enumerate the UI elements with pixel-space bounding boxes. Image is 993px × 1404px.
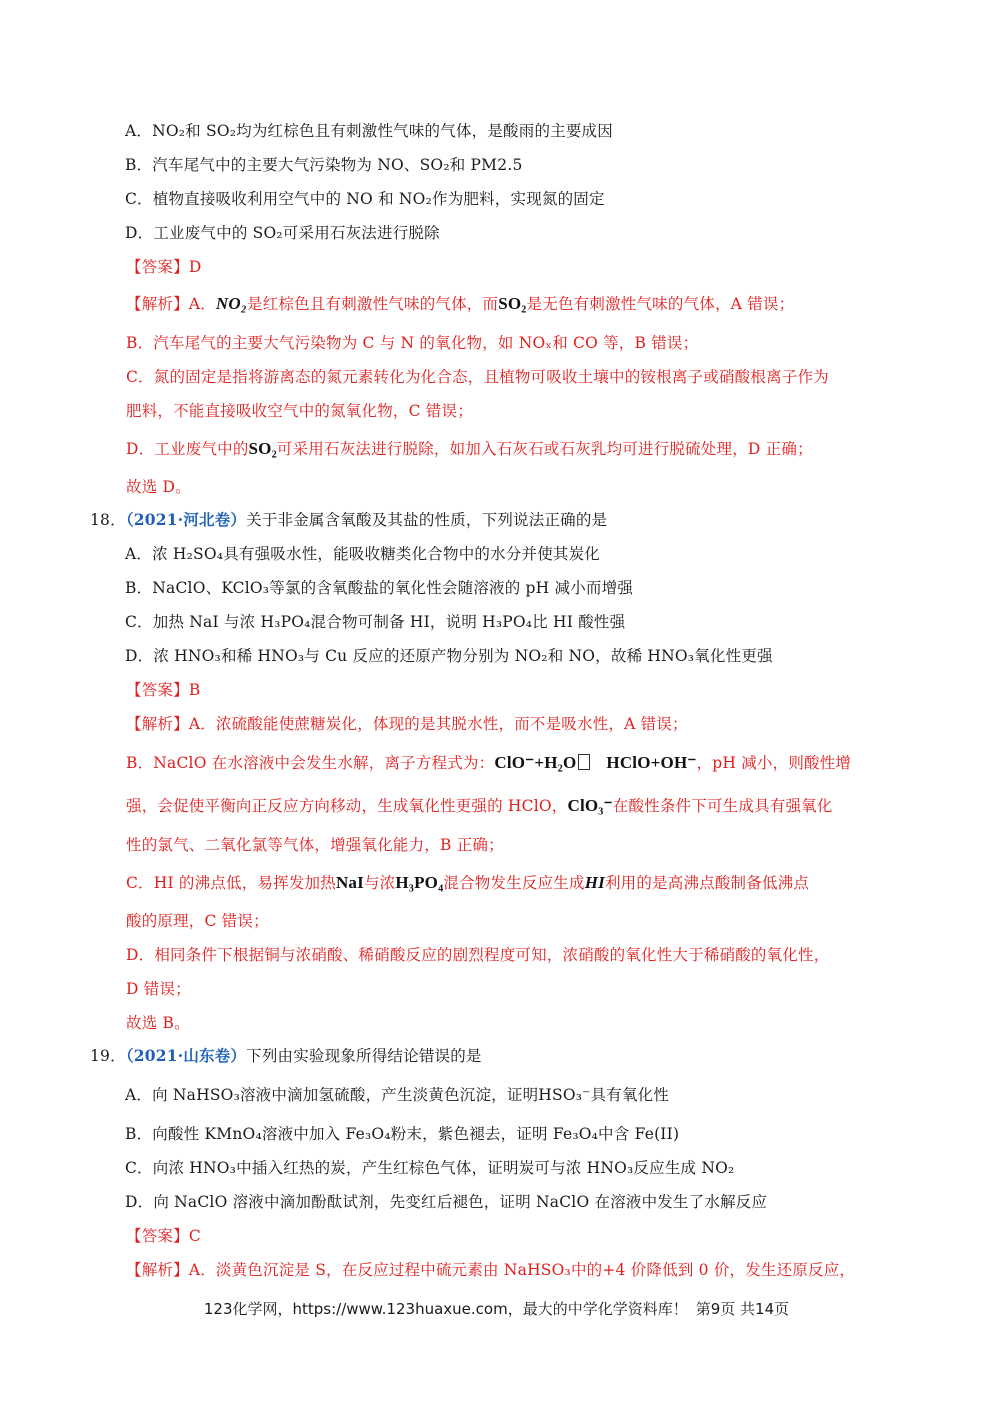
q19-stem xyxy=(90,1045,482,1067)
analysis-text: D．工业废气中的 xyxy=(126,440,249,458)
q19-option-a xyxy=(125,1084,669,1106)
answer-value: D xyxy=(188,258,202,276)
formula: NO₂ xyxy=(215,294,247,313)
analysis-text: A．淡黄色沉淀是 S，在反应过程中硫元素由 NaHSO₃中的+4 价降低到 0 价，发生还原反应， xyxy=(188,1261,856,1279)
q18-analysis-line-8: D 错误； xyxy=(126,980,191,998)
q18-option-c: C．加热 NaI 与浓 H₃PO₄混合物可制备 HI，说明 H₃PO₄比 HI 酸性强 xyxy=(125,613,626,631)
formula: ClO⁻+H₂O xyxy=(494,753,577,772)
answer-label: 【答案】 xyxy=(126,1227,189,1245)
q18-analysis-line-3 xyxy=(126,795,833,817)
formula: H₃PO₄ xyxy=(395,873,444,892)
analysis-text: A． xyxy=(188,295,216,313)
footer-page-number: 第9页 共14页 xyxy=(695,1300,790,1318)
footer-site: 123化学网，https://www.123huaxue.com，最大的中学化学资料库！ xyxy=(203,1300,688,1318)
formula: ClO₃⁻ xyxy=(567,796,613,815)
analysis-text: A．浓硫酸能使蔗糖炭化，体现的是其脱水性，而不是吸水性，A 错误； xyxy=(188,715,688,733)
analysis-text: 混合物发生反应生成 xyxy=(443,874,585,892)
formula: HI xyxy=(584,873,605,892)
q18-analysis-line-5 xyxy=(126,872,809,894)
formula: NaI xyxy=(335,873,364,892)
q17-analysis-line-4: 肥料，不能直接吸收空气中的氮氧化物，C 错误； xyxy=(126,402,473,420)
question-number: 18． xyxy=(90,511,126,529)
q18-analysis-line-6: 酸的原理，C 错误； xyxy=(126,912,269,930)
analysis-text: ，pH 减小，则酸性增 xyxy=(696,754,852,772)
option-text: 具有氧化性 xyxy=(590,1086,670,1104)
page-footer xyxy=(0,1298,993,1320)
q18-answer xyxy=(126,679,200,701)
analysis-text: 利用的是高沸点酸制备低沸点 xyxy=(604,874,810,892)
analysis-label: 【解析】 xyxy=(126,295,189,313)
q18-analysis-line-4: 性的氯气、二氧化氯等气体，增强氧化能力，B 正确； xyxy=(126,836,504,854)
analysis-text: 与浓 xyxy=(363,874,396,892)
analysis-label: 【解析】 xyxy=(126,1261,189,1279)
formula: HClO+OH⁻ xyxy=(606,753,697,772)
q18-analysis-line-7: D．相同条件下根据铜与浓硝酸、稀硝酸反应的剧烈程度可知，浓硝酸的氧化性大于稀硝酸的氧化性， xyxy=(126,946,830,964)
q17-answer xyxy=(126,256,201,278)
question-source: （2021·河北卷） xyxy=(125,510,247,529)
analysis-text: C．HI 的沸点低，易挥发加热 xyxy=(126,874,336,892)
q17-conclusion: 故选 D。 xyxy=(126,478,191,496)
analysis-label: 【解析】 xyxy=(126,715,189,733)
q19-option-b: B．向酸性 KMnO₄溶液中加入 Fe₃O₄粉末，紫色褪去，证明 Fe₃O₄中含 Fe(II) xyxy=(125,1125,680,1143)
q19-analysis-line-1 xyxy=(126,1259,855,1281)
question-text: 下列由实验现象所得结论错误的是 xyxy=(246,1047,482,1065)
q18-conclusion: 故选 B。 xyxy=(126,1014,190,1032)
answer-value: C xyxy=(188,1227,201,1245)
q17-analysis-line-2: B．汽车尾气的主要大气污染物为 C 与 N 的氧化物，如 NOₓ和 CO 等，B 错误； xyxy=(126,334,699,352)
analysis-text: 是红棕色且有刺激性气味的气体，而 xyxy=(247,295,499,313)
q17-analysis-line-5 xyxy=(126,438,813,460)
q17-option-a: A．NO₂和 SO₂均为红棕色且有刺激性气味的气体，是酸雨的主要成因 xyxy=(125,122,613,140)
q18-option-d: D．浓 HNO₃和稀 HNO₃与 Cu 反应的还原产物分别为 NO₂和 NO，故稀 HNO₃氧化性更强 xyxy=(125,647,773,665)
q17-option-b: B．汽车尾气中的主要大气污染物为 NO、SO₂和 PM2.5 xyxy=(125,156,523,174)
formula: SO₂ xyxy=(498,294,527,313)
answer-label: 【答案】 xyxy=(126,258,189,276)
answer-label: 【答案】 xyxy=(126,681,189,699)
q19-option-c: C．向浓 HNO₃中插入红热的炭，产生红棕色气体，证明炭可与浓 HNO₃反应生成 NO₂ xyxy=(125,1159,735,1177)
analysis-text: 可采用石灰法进行脱除，如加入石灰石或石灰乳均可进行脱硫处理，D 正确； xyxy=(276,440,813,458)
q18-option-a: A．浓 H₂SO₄具有强吸水性，能吸收糖类化合物中的水分并使其炭化 xyxy=(125,545,600,563)
question-text: 关于非金属含氧酸及其盐的性质，下列说法正确的是 xyxy=(246,511,608,529)
formula: HSO₃⁻ xyxy=(538,1086,591,1104)
analysis-text: 是无色有刺激性气味的气体，A 错误； xyxy=(526,295,795,313)
formula: SO₂ xyxy=(248,439,277,458)
analysis-text: 在酸性条件下可生成具有强氧化 xyxy=(612,797,833,815)
question-source: （2021·山东卷） xyxy=(125,1046,247,1065)
q17-option-d: D．工业废气中的 SO₂可采用石灰法进行脱除 xyxy=(125,224,440,242)
q19-answer xyxy=(126,1225,201,1247)
question-number: 19． xyxy=(90,1047,126,1065)
equilibrium-arrow-icon xyxy=(578,754,590,770)
q18-analysis-line-1 xyxy=(126,713,688,735)
answer-value: B xyxy=(188,681,201,699)
q18-stem xyxy=(90,509,607,531)
option-text: A．向 NaHSO₃溶液中滴加氢硫酸，产生淡黄色沉淀，证明 xyxy=(125,1086,539,1104)
q17-option-c: C．植物直接吸收利用空气中的 NO 和 NO₂作为肥料，实现氮的固定 xyxy=(125,190,605,208)
analysis-text: B．NaClO 在水溶液中会发生水解，离子方程式为： xyxy=(126,754,495,772)
q19-option-d: D．向 NaClO 溶液中滴加酚酞试剂，先变红后褪色，证明 NaClO 在溶液中发生了水解反应 xyxy=(125,1193,768,1211)
q18-analysis-line-2 xyxy=(126,752,851,774)
q18-option-b: B．NaClO、KClO₃等氯的含氧酸盐的氧化性会随溶液的 pH 减小而增强 xyxy=(125,579,634,597)
q17-analysis-line-1 xyxy=(126,293,794,315)
q17-analysis-line-3: C．氮的固定是指将游离态的氮元素转化为化合态，且植物可吸收土壤中的铵根离子或硝酸根离子作为 xyxy=(126,368,829,386)
analysis-text: 强，会促使平衡向正反应方向移动，生成氧化性更强的 HClO， xyxy=(126,797,568,815)
